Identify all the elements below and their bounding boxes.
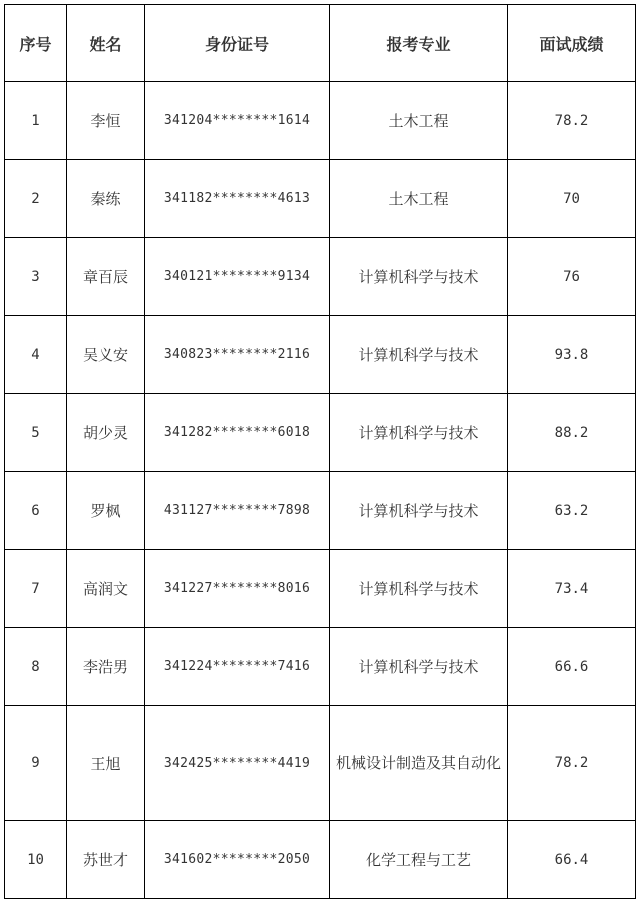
table-row xyxy=(5,821,636,899)
cell-name: 罗枫 xyxy=(67,472,145,550)
cell-serial-number: 4 xyxy=(5,316,67,394)
table-row xyxy=(5,238,636,316)
cell-id-number: 341227********8016 xyxy=(145,550,330,628)
cell-id-number: 341224********7416 xyxy=(145,628,330,706)
cell-serial-number: 1 xyxy=(5,82,67,160)
table-row xyxy=(5,394,636,472)
cell-name: 胡少灵 xyxy=(67,394,145,472)
cell-name: 高润文 xyxy=(67,550,145,628)
cell-name: 李恒 xyxy=(67,82,145,160)
cell-id-number: 431127********7898 xyxy=(145,472,330,550)
header-interview-score: 面试成绩 xyxy=(508,5,636,82)
cell-serial-number: 2 xyxy=(5,160,67,238)
cell-interview-score: 88.2 xyxy=(508,394,636,472)
cell-major: 机械设计制造及其自动化 xyxy=(330,706,508,821)
cell-interview-score: 66.6 xyxy=(508,628,636,706)
cell-id-number: 341282********6018 xyxy=(145,394,330,472)
cell-major: 化学工程与工艺 xyxy=(330,821,508,899)
cell-major: 计算机科学与技术 xyxy=(330,316,508,394)
interview-score-table xyxy=(4,4,636,899)
cell-name: 秦练 xyxy=(67,160,145,238)
table-header-row xyxy=(5,5,636,82)
cell-serial-number: 3 xyxy=(5,238,67,316)
header-name: 姓名 xyxy=(67,5,145,82)
table-row xyxy=(5,628,636,706)
table-row xyxy=(5,82,636,160)
cell-major: 土木工程 xyxy=(330,82,508,160)
cell-interview-score: 78.2 xyxy=(508,82,636,160)
cell-major: 计算机科学与技术 xyxy=(330,238,508,316)
cell-interview-score: 70 xyxy=(508,160,636,238)
cell-name: 李浩男 xyxy=(67,628,145,706)
table-row xyxy=(5,316,636,394)
cell-id-number: 341204********1614 xyxy=(145,82,330,160)
cell-interview-score: 76 xyxy=(508,238,636,316)
cell-interview-score: 73.4 xyxy=(508,550,636,628)
cell-id-number: 340823********2116 xyxy=(145,316,330,394)
table-row xyxy=(5,706,636,821)
cell-id-number: 342425********4419 xyxy=(145,706,330,821)
cell-name: 吴义安 xyxy=(67,316,145,394)
cell-major: 计算机科学与技术 xyxy=(330,394,508,472)
cell-interview-score: 78.2 xyxy=(508,706,636,821)
header-serial-number: 序号 xyxy=(5,5,67,82)
cell-name: 章百辰 xyxy=(67,238,145,316)
table-row xyxy=(5,160,636,238)
cell-interview-score: 93.8 xyxy=(508,316,636,394)
table-row xyxy=(5,550,636,628)
header-id-number: 身份证号 xyxy=(145,5,330,82)
cell-name: 苏世才 xyxy=(67,821,145,899)
cell-major: 计算机科学与技术 xyxy=(330,550,508,628)
cell-major: 土木工程 xyxy=(330,160,508,238)
cell-serial-number: 6 xyxy=(5,472,67,550)
cell-id-number: 341182********4613 xyxy=(145,160,330,238)
cell-interview-score: 63.2 xyxy=(508,472,636,550)
cell-id-number: 341602********2050 xyxy=(145,821,330,899)
cell-serial-number: 8 xyxy=(5,628,67,706)
cell-interview-score: 66.4 xyxy=(508,821,636,899)
cell-name: 王旭 xyxy=(67,706,145,821)
table-row xyxy=(5,472,636,550)
cell-serial-number: 7 xyxy=(5,550,67,628)
cell-serial-number: 9 xyxy=(5,706,67,821)
cell-serial-number: 10 xyxy=(5,821,67,899)
cell-major: 计算机科学与技术 xyxy=(330,472,508,550)
cell-major: 计算机科学与技术 xyxy=(330,628,508,706)
cell-serial-number: 5 xyxy=(5,394,67,472)
cell-id-number: 340121********9134 xyxy=(145,238,330,316)
header-major: 报考专业 xyxy=(330,5,508,82)
